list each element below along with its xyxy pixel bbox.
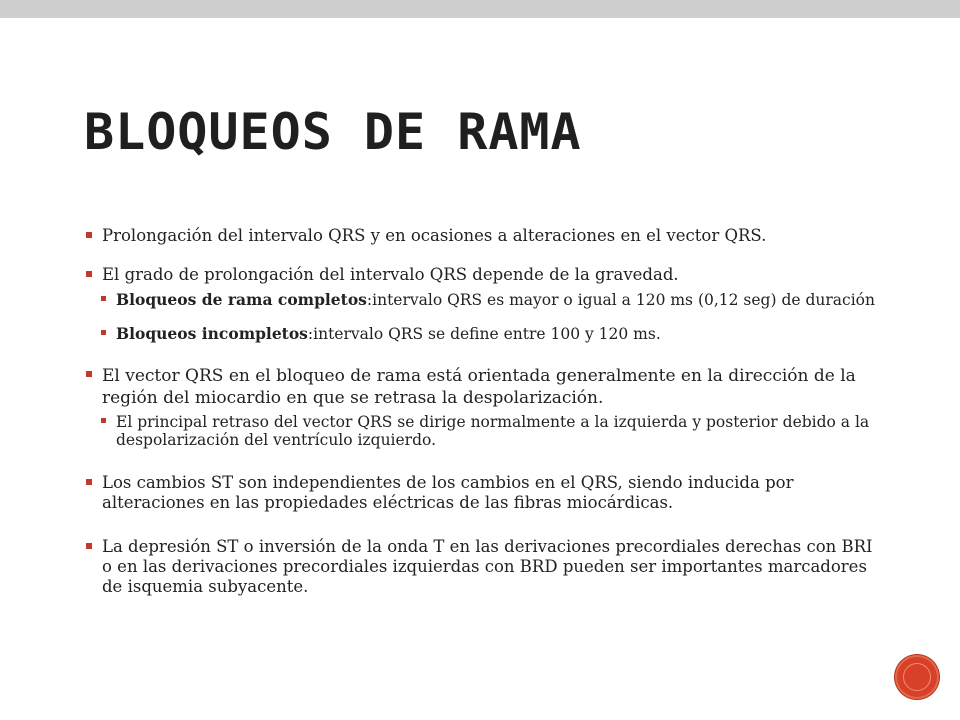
circle-ring [903, 663, 931, 691]
sub-bullet-bold: Bloqueos de rama completos [116, 290, 367, 309]
bullet-marker-icon [86, 271, 92, 277]
bullet-item [86, 265, 886, 285]
bullet-item [86, 226, 886, 246]
sub-bullet-item [86, 325, 876, 343]
bullet-item [86, 365, 886, 409]
slide-body [86, 226, 886, 597]
sub-bullet-bold: Bloqueos incompletos [116, 324, 308, 343]
sub-bullet-item [86, 413, 876, 449]
sub-bullet-item [86, 291, 876, 309]
red-circle-icon [897, 657, 937, 697]
bullet-text: El vector QRS en el bloqueo de rama está orientada generalmente en la dirección de la región del miocardio en que se retrasa la despolarización. [102, 366, 856, 408]
bullet-item [86, 537, 886, 597]
bullet-marker-icon [86, 371, 92, 377]
bullet-text: El grado de prolongación del intervalo QRS depende de la gravedad. [102, 265, 679, 284]
sub-bullet-marker-icon [101, 418, 106, 423]
sub-bullet-marker-icon [101, 330, 106, 335]
bullet-marker-icon [86, 479, 92, 485]
slide-title: BLOQUEOS DE RAMA [84, 103, 582, 161]
bullet-text: Los cambios ST son independientes de los cambios en el QRS, siendo inducida por alteraciones en las propiedades eléctricas de las fibras miocárdicas. [102, 473, 794, 512]
sub-bullet-text: :intervalo QRS es mayor o igual a 120 ms (0,12 seg) de duración [366, 291, 875, 309]
bullet-marker-icon [86, 232, 92, 238]
sub-bullet-marker-icon [101, 296, 106, 301]
bullet-marker-icon [86, 543, 92, 549]
bullet-item [86, 473, 886, 513]
sub-bullet-text: :intervalo QRS se define entre 100 y 120 ms. [307, 325, 661, 343]
bullet-text: La depresión ST o inversión de la onda T en las derivaciones precordiales derechas con BRI o en las derivaciones precordiales izquierdas con BRD pueden ser importantes marcadores de isquemia subyacente. [102, 537, 873, 596]
top-bar [0, 0, 960, 18]
bullet-text: Prolongación del intervalo QRS y en ocasiones a alteraciones en el vector QRS. [102, 226, 767, 245]
sub-bullet-text: El principal retraso del vector QRS se dirige normalmente a la izquierda y posterior debido a la despolarización del ventrículo izquierdo. [116, 413, 870, 449]
